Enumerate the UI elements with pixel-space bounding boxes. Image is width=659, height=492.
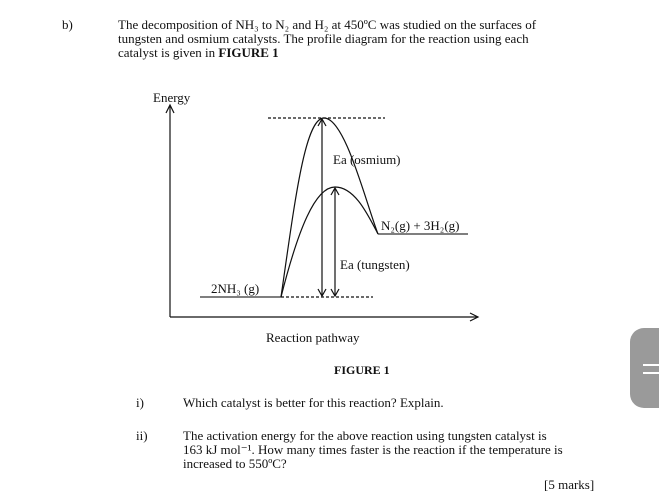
figure-caption: FIGURE 1 <box>334 363 390 377</box>
menu-line-icon <box>643 372 659 374</box>
figure-reference: FIGURE 1 <box>218 45 279 60</box>
ea-osmium-label: Ea (osmium) <box>333 152 401 167</box>
part-ii-line-1: The activation energy for the above reaction using tungsten catalyst is <box>183 428 547 443</box>
marks-label: [5 marks] <box>544 477 595 492</box>
intro-line-1: The decomposition of NH₃ to N₂ and H₂ at 450ºC was studied on the surfaces of <box>118 17 537 32</box>
part-i-text: Which catalyst is better for this reaction? Explain. <box>183 395 444 410</box>
intro-line-2: tungsten and osmium catalysts. The profile diagram for the reaction using each <box>118 31 529 46</box>
menu-line-icon <box>643 364 659 366</box>
question-label: b) <box>62 17 73 32</box>
tungsten-curve <box>281 187 378 297</box>
product-label: N₂(g) + 3H₂(g) <box>381 218 460 233</box>
part-ii-line-3: increased to 550ºC? <box>183 456 287 471</box>
part-i-label: i) <box>136 395 144 410</box>
intro-text: catalyst is given in <box>118 45 219 60</box>
ea-tungsten-label: Ea (tungsten) <box>340 257 410 272</box>
side-menu-handle[interactable] <box>630 328 659 408</box>
x-axis-label: Reaction pathway <box>266 330 360 345</box>
part-ii-label: ii) <box>136 428 148 443</box>
part-ii-line-2: 163 kJ mol⁻¹. How many times faster is the reaction if the temperature is <box>183 442 563 457</box>
reactant-label: 2NH₃ (g) <box>211 281 260 296</box>
y-axis-label: Energy <box>153 90 191 105</box>
